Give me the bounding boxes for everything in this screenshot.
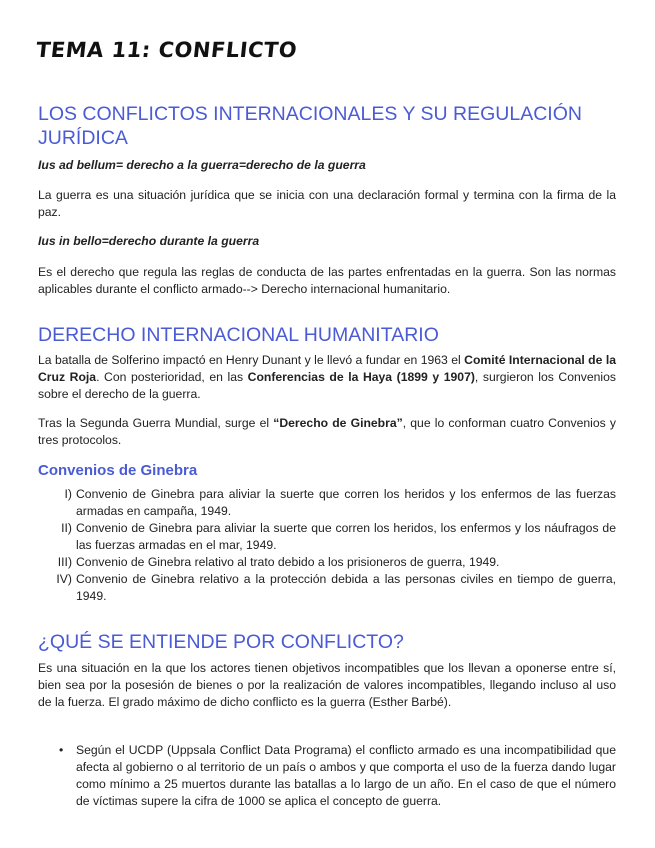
section-heading-conflictos: LOS CONFLICTOS INTERNACIONALES Y SU REGULACIÓN JURÍDICA <box>38 103 582 149</box>
derecho-ginebra-bold: “Derecho de Ginebra” <box>273 416 403 430</box>
section-heading-dih: DERECHO INTERNACIONAL HUMANITARIO <box>38 324 439 346</box>
list-item: IV) Convenio de Ginebra relativo a la protección debida a las personas civiles en tiempo de guerra, 1949. <box>56 572 616 603</box>
list-item: II) Convenio de Ginebra para aliviar la suerte que corren los heridos, los enfermos y los náufragos de las fuerzas armadas en el mar, 1949. <box>61 521 616 552</box>
paragraph-guerra-situacion: La guerra es una situación jurídica que se inicia con una declaración formal y termina con la firma de la paz. <box>38 188 616 219</box>
list-item: III) Convenio de Ginebra relativo al trato debido a los prisioneros de guerra, 1949. <box>57 555 500 569</box>
list-item: I) Convenio de Ginebra para aliviar la suerte que corren los heridos y los enfermos de las fuerzas armadas en campaña, 1949. <box>64 487 616 518</box>
conferencias-haya-bold: Conferencias de la Haya (1899 y 1907) <box>247 370 475 384</box>
conventions-list <box>38 486 616 605</box>
bullet-list <box>38 742 616 810</box>
cruz-roja-bold: Comité Internacional de la Cruz Roja <box>38 353 617 384</box>
paragraph-solferino: La batalla de Solferino impactó en Henry Dunant y le llevó a fundar en 1963 el Comité Internacional de la Cruz Roja. Con posterioridad, en las Conferencias de la Haya (1899 y 1907), surgieron los Convenios sobre el derecho de la guerra. <box>38 353 617 401</box>
subheading-convenios: Convenios de Ginebra <box>38 462 198 479</box>
bullet-icon: • <box>59 743 64 757</box>
paragraph-derecho-ginebra: Tras la Segunda Guerra Mundial, surge el “Derecho de Ginebra”, que lo conforman cuatro Convenios y tres protocolos. <box>38 416 616 447</box>
list-item: • Según el UCDP (Uppsala Conflict Data Programa) el conflicto armado es una incompatibilidad que afecta al gobierno o al territorio de un país o ambos y que comporta el uso de la fuerza dando lugar como mínimo a 25 muertos durante las batallas a lo largo de un año. En el caso de que el número de víctimas supere la cifra de 1000 se aplica el concepto de guerra. <box>59 743 616 808</box>
paragraph-derecho-reglas: Es el derecho que regula las reglas de conducta de las partes enfrentadas en la guerra. Son las normas aplicables durante el conflicto armado--> Derecho internacional humanitario. <box>38 265 616 296</box>
ius-ad-bellum-definition: Ius ad bellum= derecho a la guerra=derecho de la guerra <box>38 158 366 172</box>
section-heading-conflicto: ¿QUÉ SE ENTIENDE POR CONFLICTO? <box>38 631 404 653</box>
ius-in-bello-definition: Ius in bello=derecho durante la guerra <box>38 234 260 248</box>
page-title: TEMA 11: CONFLICTO <box>34 38 299 62</box>
paragraph-conflicto-definicion: Es una situación en la que los actores tienen objetivos incompatibles que los llevan a oponerse entre sí, bien sea por la posesión de bienes o por la realización de valores incompatibles, llegando incluso al uso de la fuerza. El grado máximo de dicho conflicto es la guerra (Esther Barbé). <box>38 661 616 709</box>
